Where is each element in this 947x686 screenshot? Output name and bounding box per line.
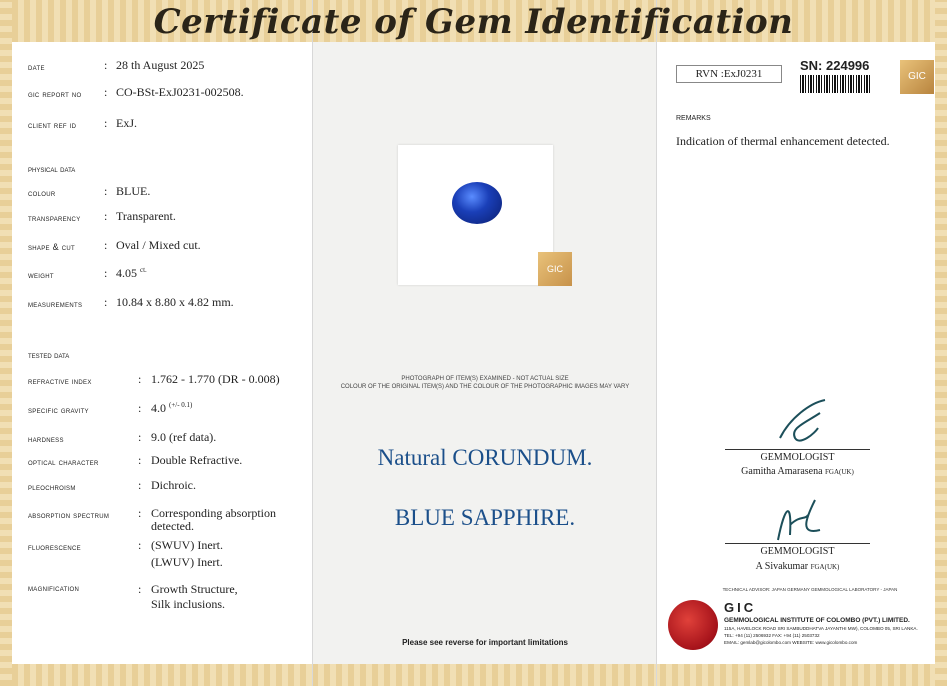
hardness-value: 9.0 (ref data). [151, 430, 217, 444]
remarks-heading: remarks [676, 112, 711, 123]
report-value: CO-BSt-ExJ0231-002508. [116, 85, 244, 99]
colon: : [138, 430, 142, 444]
colon: : [138, 506, 142, 520]
serial-number: SN: 224996 [800, 58, 870, 73]
institute-phone: TEL: +94 (11) 2506932 FAX: +94 (11) 2503732 [724, 633, 820, 638]
fluorescence-label: fluorescence [28, 542, 81, 552]
technical-advisor: TECHNICAL ADVISOR: JAPAN GERMANY GEMMOLOGICAL LABORATORY - JAPAN [722, 587, 898, 592]
pleochroism-label: pleochroism [28, 482, 76, 492]
sg-tolerance: (+/- 0.1) [169, 401, 193, 409]
weight-unit: ct. [140, 266, 147, 274]
fold-line [312, 0, 313, 686]
barcode [800, 75, 870, 93]
fluorescence-sw: (SWUV) Inert. [151, 538, 223, 552]
verdict-species: Natural CORUNDUM. [377, 445, 593, 470]
tested-heading: tested data [28, 350, 70, 360]
colon: : [138, 478, 142, 492]
limitations-note: Please see reverse for important limitations [402, 638, 568, 647]
report-label: gic report no [28, 89, 82, 99]
institute-name: GEMMOLOGICAL INSTITUTE OF COLOMBO (PVT.) LIMITED. [724, 617, 910, 624]
gic-badge: GIC [900, 60, 934, 94]
gic-logo: GIC [724, 600, 757, 615]
center-panel [312, 42, 656, 664]
measurements-label: measurements [28, 299, 83, 309]
sg-label: specific gravity [28, 405, 89, 415]
sg-value [151, 401, 192, 416]
colon: : [104, 85, 108, 99]
sig2-name: A Sivakumar [755, 561, 809, 572]
weight-label: weight [28, 270, 54, 280]
hardness-label: hardness [28, 434, 64, 444]
physical-heading: physical data [28, 164, 76, 174]
magnification-value-2: Silk inclusions. [151, 597, 226, 611]
colon: : [138, 582, 142, 596]
signature-1 [770, 398, 830, 448]
sig1-cred: FGA(UK) [825, 468, 854, 476]
sig2-cred: FGA(UK) [810, 563, 840, 571]
gic-seal-hologram [538, 252, 572, 286]
shape-label: shape & cut [28, 242, 75, 252]
colon: : [104, 209, 108, 223]
certificate-title: Certificate of Gem Identification [153, 2, 794, 42]
colon: : [138, 453, 142, 467]
sg-number: 4.0 [151, 401, 166, 415]
signature-line-1 [725, 449, 870, 450]
gemmologist-title-2: GEMMOLOGIST [760, 546, 835, 557]
absorption-label: absorption spectrum [28, 510, 110, 520]
signature-2 [770, 495, 830, 545]
signature-line-2 [725, 543, 870, 544]
gemmologist-name-1 [725, 466, 870, 477]
bottom-border [0, 662, 947, 686]
optical-label: optical character [28, 457, 99, 467]
magnification-label: magnification [28, 583, 80, 593]
colon: : [138, 538, 142, 552]
institute-address: 115A, HAVELOCK ROAD SRI SAMBUDDHATVA JAYANTHI MW), COLOMBO 05, SRI LANKA. [724, 626, 918, 631]
magnification-value-1: Growth Structure, [151, 582, 238, 596]
optical-value: Double Refractive. [151, 453, 243, 467]
ri-value: 1.762 - 1.770 (DR - 0.008) [151, 372, 280, 386]
verdict-variety: BLUE SAPPHIRE. [394, 505, 576, 530]
colon: : [104, 184, 108, 198]
weight-number: 4.05 [116, 266, 137, 280]
colon: : [138, 401, 142, 415]
wax-seal [668, 600, 718, 650]
client-label: client ref id [28, 120, 77, 130]
gemmologist-title-1: GEMMOLOGIST [760, 452, 835, 463]
absorption-value-2: detected. [151, 519, 194, 533]
fold-line [656, 0, 657, 686]
client-value: ExJ. [116, 116, 137, 130]
sapphire-image [452, 182, 502, 224]
institute-web: EMAIL: gemlab@gicolombo.com WEBSITE: www.gicolombo.com [724, 640, 858, 645]
colour-label: colour [28, 188, 56, 198]
colon: : [104, 58, 108, 72]
measurements-value: 10.84 x 8.80 x 4.82 mm. [116, 295, 234, 309]
colon: : [104, 238, 108, 252]
rvn-box: RVN :ExJ0231 [676, 65, 782, 83]
weight-value [116, 266, 147, 281]
fluorescence-lw: (LWUV) Inert. [151, 555, 223, 569]
gemmologist-name-2 [725, 561, 870, 572]
absorption-value-1: Corresponding absorption [151, 506, 276, 520]
transparency-label: transparency [28, 213, 81, 223]
colon: : [138, 372, 142, 386]
ri-label: refractive index [28, 376, 92, 386]
colon: : [104, 116, 108, 130]
shape-value: Oval / Mixed cut. [116, 238, 201, 252]
date-value: 28 th August 2025 [116, 58, 205, 72]
colon: : [104, 295, 108, 309]
colour-value: BLUE. [116, 184, 151, 198]
right-border [935, 0, 947, 686]
pleochroism-value: Dichroic. [151, 478, 196, 492]
transparency-value: Transparent. [116, 209, 176, 223]
colon: : [104, 266, 108, 280]
remarks-text: Indication of thermal enhancement detected. [676, 134, 890, 148]
left-border [0, 0, 12, 686]
photo-caption-1: PHOTOGRAPH OF ITEM(S) EXAMINED - NOT ACTUAL SIZE [401, 376, 569, 382]
photo-caption-2: COLOUR OF THE ORIGINAL ITEM(S) AND THE COLOUR OF THE PHOTOGRAPHIC IMAGES MAY VARY [340, 384, 630, 390]
sig1-name: Gamitha Amarasena [741, 466, 823, 477]
date-label: date [28, 62, 45, 72]
seal-text: GIC [546, 264, 563, 274]
